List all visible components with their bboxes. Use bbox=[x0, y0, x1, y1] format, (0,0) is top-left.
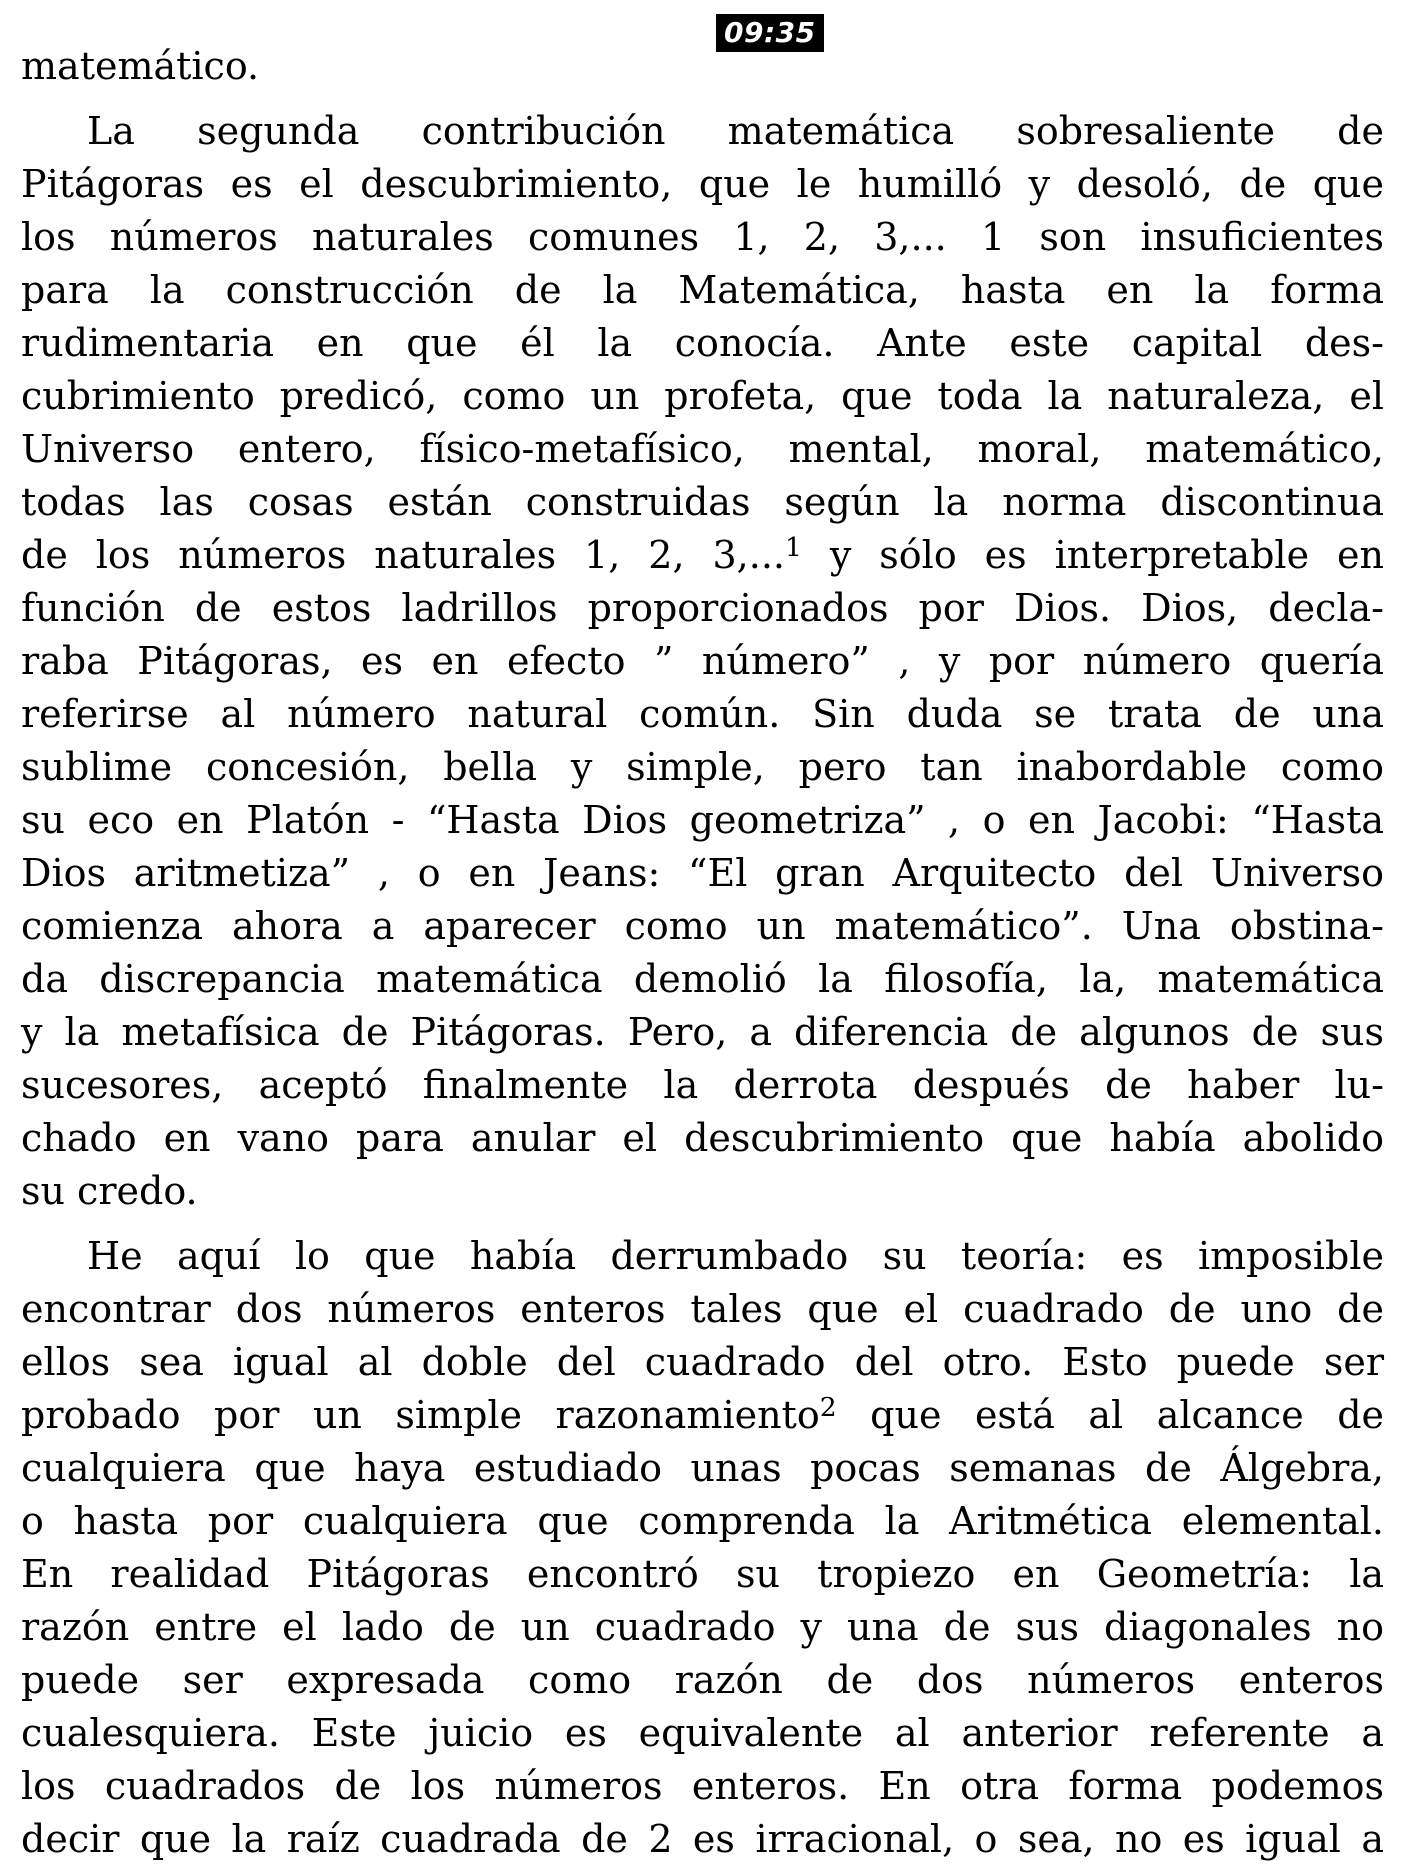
footnote-marker[interactable]: 1 bbox=[784, 532, 802, 564]
text-line: Universo entero, físico-metafísico, mental, moral, matemático, bbox=[21, 427, 1384, 471]
text-line: su eco en Platón - “Hasta Dios geometriza” , o en Jacobi: “Hasta bbox=[21, 798, 1384, 842]
clock-time: 09:35 bbox=[724, 16, 816, 49]
text-line: su credo. bbox=[21, 1169, 198, 1213]
text-line: En realidad Pitágoras encontró su tropiezo en Geometría: la bbox=[21, 1552, 1384, 1596]
text-line: cualesquiera. Este juicio es equivalente al anterior referente a bbox=[21, 1711, 1384, 1755]
text-line: o hasta por cualquiera que comprenda la Aritmética elemental. bbox=[21, 1499, 1384, 1543]
text-line: rudimentaria en que él la conocía. Ante este capital des- bbox=[21, 321, 1384, 365]
text-line: sucesores, aceptó finalmente la derrota después de haber lu- bbox=[21, 1063, 1384, 1107]
text-line: de los números naturales 1, 2, 3,...$^1$ y sólo es interpretable en bbox=[21, 532, 1384, 577]
text-line: encontrar dos números enteros tales que el cuadrado de uno de bbox=[21, 1287, 1384, 1331]
text-line: referirse al número natural común. Sin duda se trata de una bbox=[21, 692, 1384, 736]
text-line: probado por un simple razonamiento$^2$ que está al alcance de bbox=[21, 1392, 1385, 1437]
text-line: He aquí lo que había derrumbado su teoría: es imposible bbox=[87, 1234, 1384, 1278]
footnote-marker[interactable]: 2 bbox=[819, 1392, 837, 1424]
text-line: chado en vano para anular el descubrimiento que había abolido bbox=[21, 1116, 1384, 1160]
text-line: función de estos ladrillos proporcionados por Dios. Dios, decla- bbox=[21, 586, 1384, 630]
text-line: los números naturales comunes 1, 2, 3,... 1 son insuficientes bbox=[21, 215, 1384, 259]
text-line: comienza ahora a aparecer como un matemático”. Una obstina- bbox=[21, 904, 1384, 948]
text-line: da discrepancia matemática demolió la filosofía, la, matemática bbox=[21, 957, 1384, 1001]
text-line: para la construcción de la Matemática, hasta en la forma bbox=[21, 268, 1384, 312]
text-line: Dios aritmetiza” , o en Jeans: “El gran Arquitecto del Universo bbox=[21, 851, 1384, 895]
text-line: los cuadrados de los números enteros. En otra forma podemos bbox=[21, 1764, 1384, 1808]
text-line: raba Pitágoras, es en efecto ” número” , y por número quería bbox=[21, 639, 1384, 683]
text-line: ellos sea igual al doble del cuadrado del otro. Esto puede ser bbox=[21, 1340, 1384, 1384]
text-line: La segunda contribución matemática sobresaliente de bbox=[87, 109, 1384, 153]
text-line: todas las cosas están construidas según la norma discontinua bbox=[21, 480, 1384, 524]
text-line: Pitágoras es el descubrimiento, que le humilló y desoló, de que bbox=[21, 162, 1384, 206]
text-line: razón entre el lado de un cuadrado y una de sus diagonales no bbox=[21, 1605, 1384, 1649]
text-line: puede ser expresada como razón de dos números enteros bbox=[21, 1658, 1384, 1702]
text-line: sublime concesión, bella y simple, pero tan inabordable como bbox=[21, 745, 1384, 789]
text-column bbox=[21, 40, 1384, 1866]
text-line: matemático. bbox=[21, 44, 260, 88]
text-line: y la metafísica de Pitágoras. Pero, a diferencia de algunos de sus bbox=[21, 1010, 1384, 1054]
text-line: cualquiera que haya estudiado unas pocas semanas de Álgebra, bbox=[21, 1446, 1384, 1490]
text-line: decir que la raíz cuadrada de 2 es irracional, o sea, no es igual a bbox=[21, 1817, 1384, 1861]
text-line: cubrimiento predicó, como un profeta, que toda la naturaleza, el bbox=[21, 374, 1384, 418]
